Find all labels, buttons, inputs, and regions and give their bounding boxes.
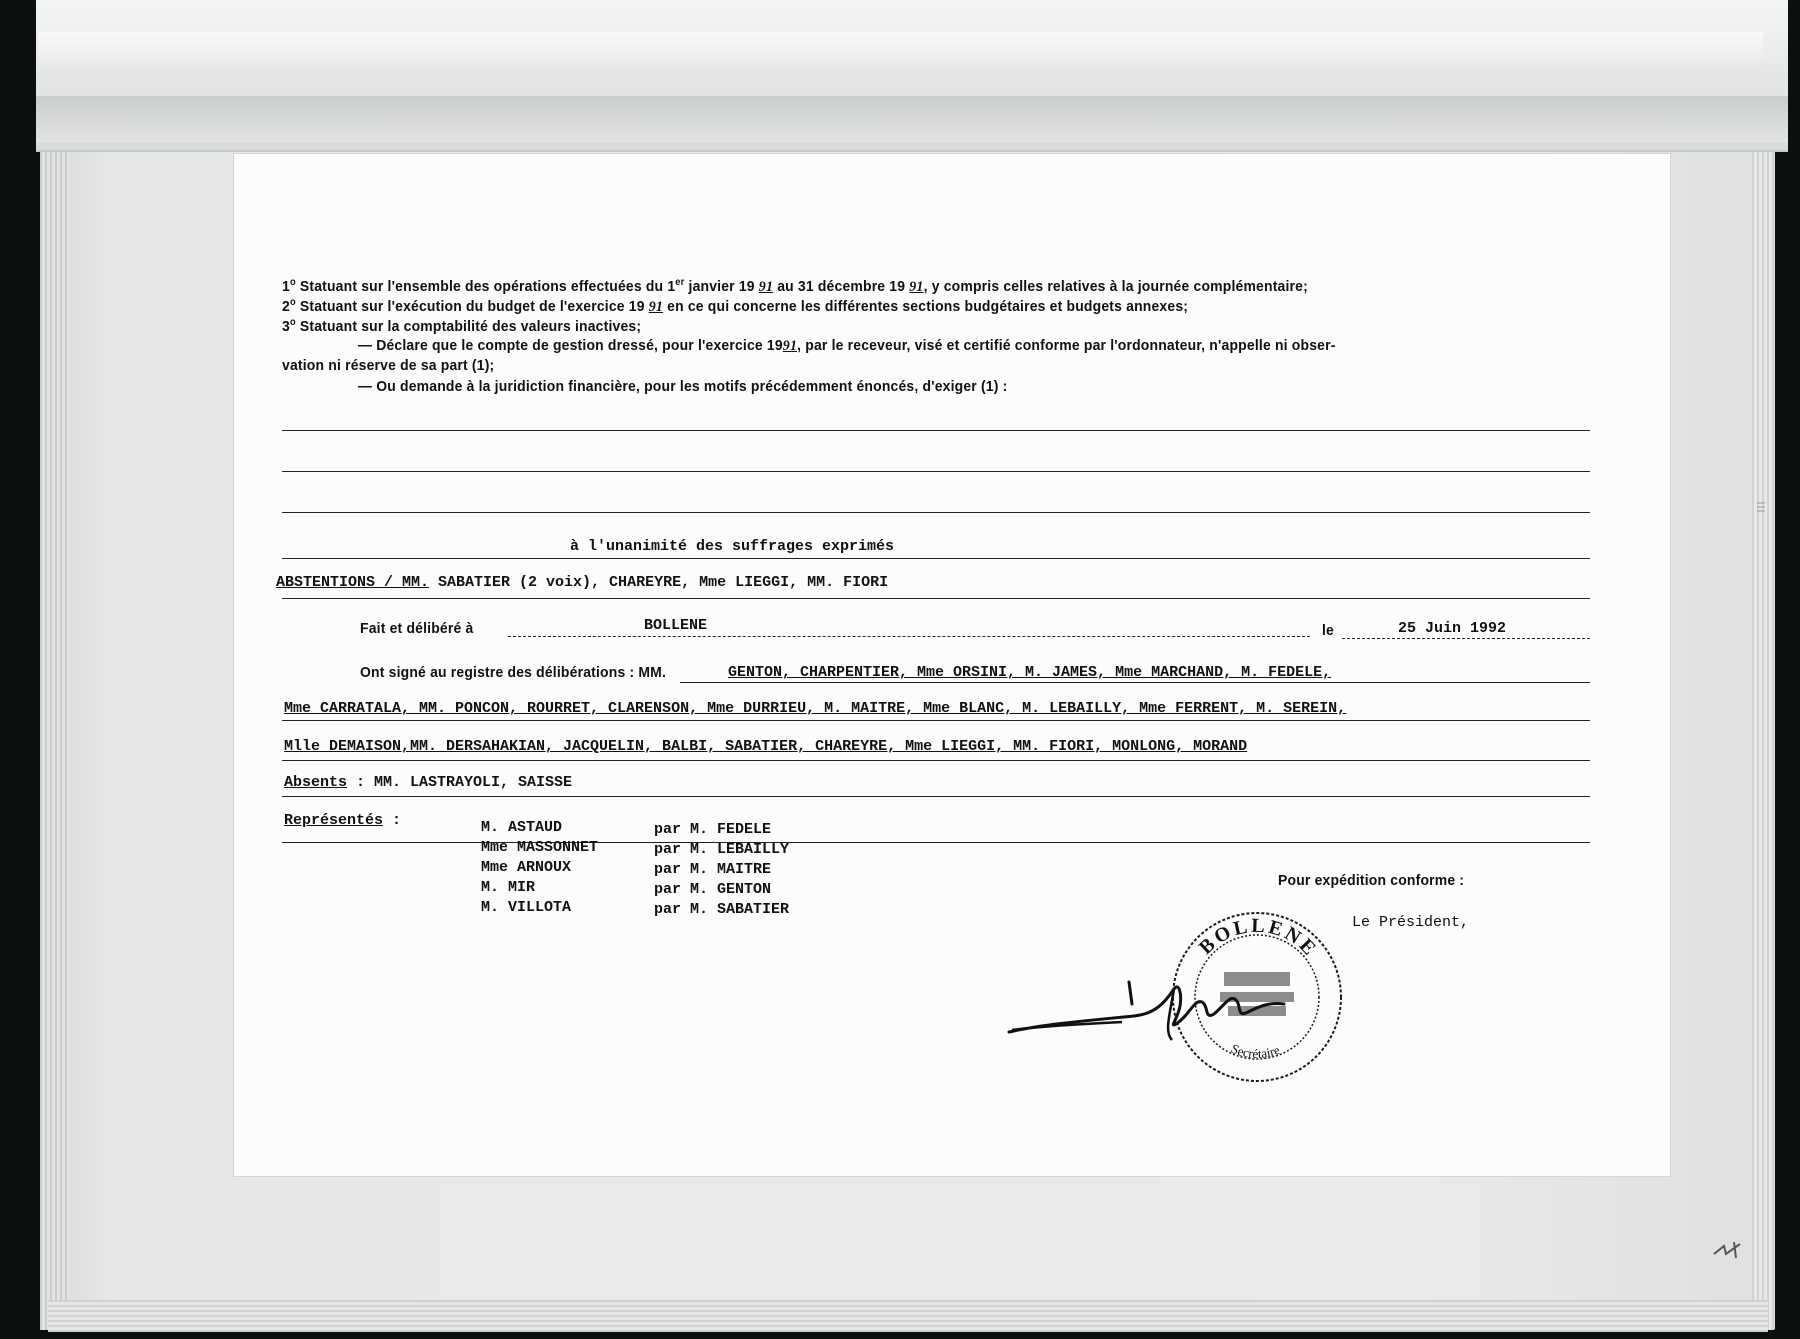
unanimite-line: [570, 538, 894, 555]
item-number: 2: [282, 298, 290, 315]
item-number-sup: o: [289, 317, 296, 328]
date-value: 25 Juin 1992: [1398, 620, 1507, 637]
absents-line: [284, 774, 572, 791]
page-stack-bottom-edge: [48, 1300, 1768, 1332]
represented-proxy: par M. MAITRE: [654, 861, 772, 878]
abstentions-label: ABSTENTIONS / MM.: [276, 574, 430, 591]
le-label-line: [1322, 622, 1334, 639]
represented-name: Mme MASSONNET: [481, 839, 599, 856]
handwritten-year-start: 91: [758, 279, 774, 295]
signatories-rule-3: [282, 760, 1590, 761]
declare-line: [358, 337, 1336, 355]
item-3-line: [282, 317, 641, 335]
represented-rule: [282, 842, 1590, 843]
signatories-line-3: [284, 738, 1247, 755]
item-2-line: [282, 297, 1188, 316]
signatories-label-line: [360, 664, 666, 681]
unanimite-text: à l'unanimité des suffrages exprimés: [570, 538, 895, 555]
represented-colon: :: [383, 812, 402, 829]
absents-rule: [282, 796, 1590, 797]
signatories-line-1: [728, 664, 1331, 681]
represented-label: Représentés: [284, 812, 384, 829]
unanimite-rule: [282, 558, 1590, 559]
signatories-rule-1: [680, 682, 1590, 683]
represented-proxy: par M. LEBAILLY: [654, 841, 790, 858]
declare-text-a: — Déclare que le compte de gestion dressé, pour l'exercice 19: [358, 337, 783, 354]
declare-line-2: [282, 357, 494, 374]
expedition-line: [1278, 872, 1464, 889]
item-2-text-a: Statuant sur l'exécution du budget de l'exercice 19: [295, 298, 649, 315]
declare-text-c: vation ni réserve de sa part (1);: [282, 357, 495, 374]
place-value: BOLLENE: [644, 617, 708, 634]
represented-names: [481, 818, 598, 918]
item-number-sup: o: [289, 277, 296, 288]
blank-rule-2: [282, 471, 1590, 472]
signatories-rule-2: [282, 720, 1590, 721]
president-signature: [1004, 944, 1294, 1044]
abstentions-line: [276, 574, 888, 591]
date-rule: [1342, 638, 1590, 639]
curled-page-shadow: [36, 96, 1788, 142]
item-2-text-b: en ce qui concerne les différentes sections budgétaires et budgets annexes;: [663, 298, 1189, 315]
page-stack-right-edge: [1752, 60, 1774, 1330]
represented-proxy: par M. SABATIER: [654, 901, 790, 918]
demande-line: [358, 378, 1007, 395]
fait-date: [1398, 620, 1506, 637]
represented-proxy: par M. FEDELE: [654, 821, 772, 838]
item-number: 3: [282, 318, 290, 335]
item-1-text-a: Statuant sur l'ensemble des opérations effectuées du 1: [295, 278, 676, 295]
page-number-mark: [1710, 1238, 1746, 1262]
item-1-er-sup: er: [675, 277, 685, 288]
president-text: Le Président,: [1352, 914, 1470, 931]
blank-rule-3: [282, 512, 1590, 513]
abstentions-rule: [282, 598, 1590, 599]
paper-lip: [38, 32, 1763, 74]
signatories-text-2: Mme CARRATALA, MM. PONCON, ROURRET, CLARENSON, Mme DURRIEU, M. MAITRE, Mme BLANC, M. LEBAILLY, Mme FERRENT, M. SEREIN,: [284, 700, 1347, 717]
le-label: le: [1322, 622, 1335, 639]
item-3-text: Statuant sur la comptabilité des valeurs inactives;: [295, 318, 642, 335]
absents-text: : MM. LASTRAYOLI, SAISSE: [347, 774, 573, 791]
signatories-text-1: GENTON, CHARPENTIER, Mme ORSINI, M. JAMES, Mme MARCHAND, M. FEDELE,: [728, 664, 1332, 681]
demande-text: — Ou demande à la juridiction financière, pour les motifs précédemment énoncés, d'exiger (1) :: [358, 378, 1008, 395]
represented-proxies: [654, 820, 789, 920]
handwritten-year-end: 91: [909, 279, 924, 295]
item-1-line: [282, 277, 1308, 296]
fait-label-line: [360, 620, 473, 637]
represented-name: Mme ARNOUX: [481, 859, 572, 876]
blank-rule-1: [282, 430, 1590, 431]
signatories-line-2: [284, 700, 1346, 717]
represented-name: M. MIR: [481, 879, 536, 896]
item-1-text-c: au 31 décembre 19: [773, 278, 910, 295]
signatories-text-3: Mlle DEMAISON,MM. DERSAHAKIAN, JACQUELIN, BALBI, SABATIER, CHAREYRE, Mme LIEGGI, MM. FIORI, MONLONG, MORAND: [284, 738, 1248, 755]
fait-place: [644, 617, 707, 634]
deliberation-document: [234, 154, 1670, 1176]
handwritten-year-gestion: 91: [782, 338, 798, 354]
signatories-label: Ont signé au registre des délibérations : MM.: [360, 664, 667, 681]
place-rule: [508, 636, 1310, 637]
page-stack-left-edge: [40, 60, 70, 1330]
expedition-text: Pour expédition conforme :: [1278, 872, 1465, 889]
absents-label: Absents: [284, 774, 348, 791]
represented-label-line: [284, 812, 401, 829]
represented-name: M. ASTAUD: [481, 819, 563, 836]
item-1-text-b: janvier 19: [684, 278, 759, 295]
item-number: 1: [282, 278, 290, 295]
president-line: [1352, 914, 1469, 931]
handwritten-year-budget: 91: [648, 299, 664, 315]
fait-label: Fait et délibéré à: [360, 620, 474, 637]
represented-name: M. VILLOTA: [481, 899, 572, 916]
item-1-text-d: , y compris celles relatives à la journée complémentaire;: [923, 278, 1308, 295]
declare-text-b: , par le receveur, visé et certifié conforme par l'ordonnateur, n'appelle ni obser-: [797, 337, 1336, 354]
abstentions-text: SABATIER (2 voix), CHAREYRE, Mme LIEGGI, MM. FIORI: [429, 574, 889, 591]
represented-proxy: par M. GENTON: [654, 881, 772, 898]
stamp-top-text: BOLLENE: [1194, 914, 1322, 962]
item-number-sup: o: [289, 297, 296, 308]
margin-mark: [1755, 500, 1767, 514]
stamp-bottom-text: Secrétaire: [1228, 1040, 1282, 1062]
